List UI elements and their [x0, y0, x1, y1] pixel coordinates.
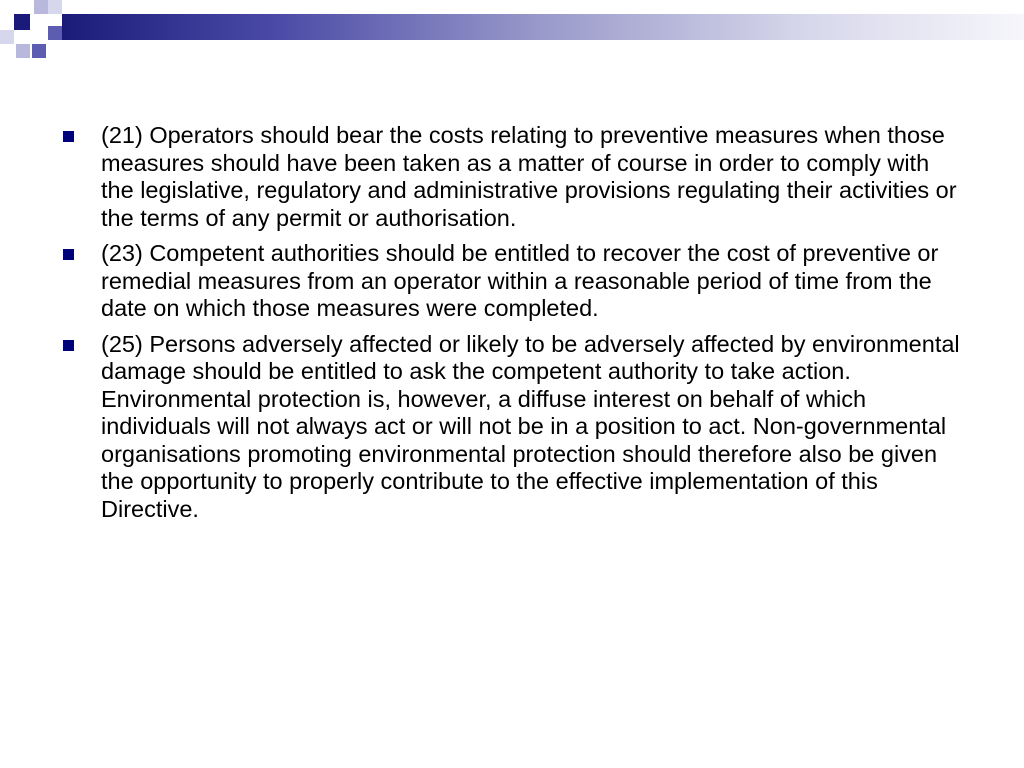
header-square-decoration — [0, 30, 14, 44]
header-square-decoration — [32, 44, 46, 58]
square-bullet-icon — [63, 249, 74, 260]
bullet-item — [62, 331, 962, 524]
header-square-decoration — [34, 0, 48, 14]
header-square-decoration — [48, 26, 62, 40]
bullet-text: (21) Operators should bear the costs relating to preventive measures when those measures should have been taken as a matter of course in order to comply with the legislative, regulatory and administrative provisions regulating their activities or the terms of any permit or authorisation. — [101, 122, 957, 231]
slide-content — [62, 122, 962, 531]
square-bullet-icon — [63, 340, 74, 351]
header-square-decoration — [16, 44, 30, 58]
square-bullet-icon — [63, 131, 74, 142]
bullet-text: (23) Competent authorities should be entitled to recover the cost of preventive or remedial measures from an operator within a reasonable period of time from the date on which those measures were completed. — [101, 240, 939, 321]
bullet-text: (25) Persons adversely affected or likely to be adversely affected by environmental damage should be entitled to ask the competent authority to take action. Environmental protection is, however, a diffuse interest on behalf of which individuals will not always act or will not be in a position to act. Non-governmental organisations promoting environmental protection should therefore also be given the opportunity to properly contribute to the effective implementation of this Directive. — [101, 330, 960, 522]
header-gradient-bar — [62, 14, 1024, 40]
bullet-item — [62, 122, 962, 232]
header-square-decoration — [48, 0, 62, 14]
bullet-list — [62, 122, 962, 523]
header-square-decoration — [14, 14, 30, 30]
bullet-item — [62, 240, 962, 323]
